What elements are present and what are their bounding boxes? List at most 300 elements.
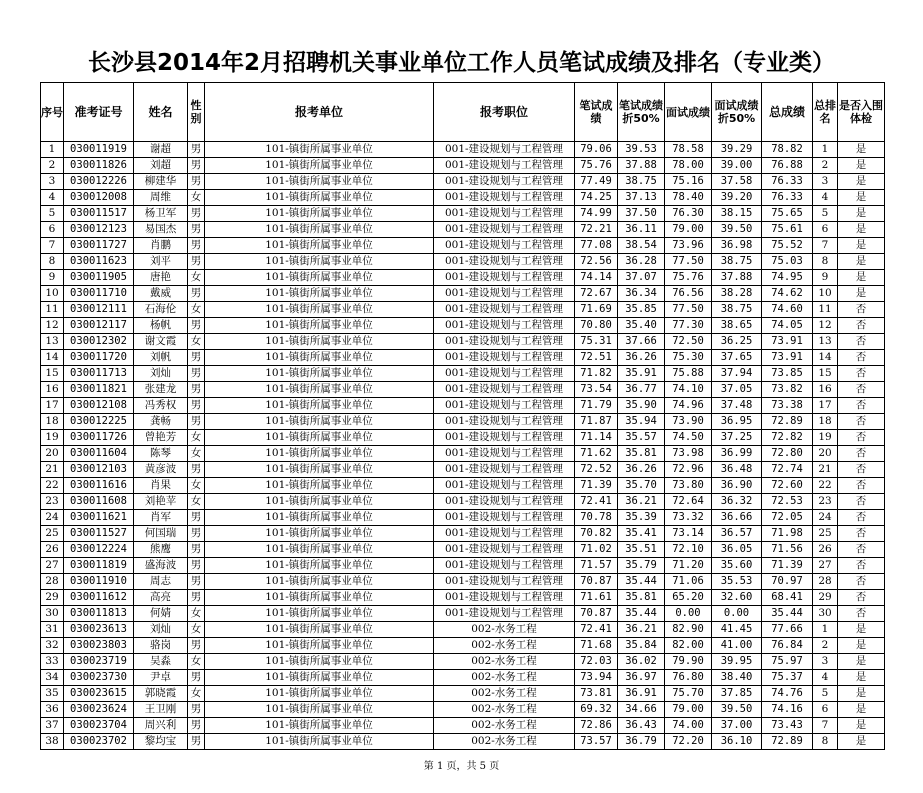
cell-total: 74.62: [762, 286, 813, 302]
cell-gender: 男: [188, 510, 205, 526]
table-row: [41, 382, 885, 398]
table-row: [41, 174, 885, 190]
cell-rank: 20: [813, 446, 838, 462]
cell-seq: 23: [41, 494, 64, 510]
cell-exam-no: 030011813: [64, 606, 134, 622]
cell-gender: 男: [188, 158, 205, 174]
cell-interview50: 36.95: [712, 414, 762, 430]
cell-interview: 76.56: [665, 286, 712, 302]
cell-written50: 35.85: [618, 302, 665, 318]
cell-interview50: 37.25: [712, 430, 762, 446]
cell-rank: 7: [813, 238, 838, 254]
cell-gender: 男: [188, 142, 205, 158]
cell-physical: 是: [838, 142, 885, 158]
cell-total: 75.61: [762, 222, 813, 238]
cell-gender: 男: [188, 174, 205, 190]
cell-rank: 6: [813, 702, 838, 718]
cell-name: 肖军: [134, 510, 188, 526]
cell-written: 74.14: [575, 270, 618, 286]
cell-interview: 78.58: [665, 142, 712, 158]
cell-interview50: 37.48: [712, 398, 762, 414]
cell-unit: 101-镇街所属事业单位: [205, 430, 434, 446]
cell-position: 001-建设规划与工程管理: [434, 446, 575, 462]
cell-written50: 36.21: [618, 494, 665, 510]
cell-exam-no: 030012108: [64, 398, 134, 414]
cell-seq: 31: [41, 622, 64, 638]
score-table: [40, 82, 885, 750]
cell-interview50: 38.75: [712, 254, 762, 270]
cell-gender: 男: [188, 318, 205, 334]
cell-written: 71.87: [575, 414, 618, 430]
cell-written50: 35.51: [618, 542, 665, 558]
header-physical: 是否入围体检: [838, 83, 885, 142]
cell-written50: 35.40: [618, 318, 665, 334]
cell-interview50: 36.10: [712, 734, 762, 750]
cell-interview: 75.30: [665, 350, 712, 366]
cell-written50: 35.81: [618, 590, 665, 606]
table-row: [41, 222, 885, 238]
cell-written50: 35.79: [618, 558, 665, 574]
cell-seq: 37: [41, 718, 64, 734]
cell-rank: 8: [813, 254, 838, 270]
cell-unit: 101-镇街所属事业单位: [205, 222, 434, 238]
cell-gender: 男: [188, 542, 205, 558]
cell-name: 易国杰: [134, 222, 188, 238]
cell-written: 71.14: [575, 430, 618, 446]
cell-interview: 74.00: [665, 718, 712, 734]
cell-exam-no: 030012111: [64, 302, 134, 318]
cell-seq: 21: [41, 462, 64, 478]
table-row: [41, 334, 885, 350]
cell-gender: 男: [188, 254, 205, 270]
cell-interview50: 39.50: [712, 702, 762, 718]
cell-interview50: 36.99: [712, 446, 762, 462]
cell-gender: 女: [188, 494, 205, 510]
cell-total: 74.60: [762, 302, 813, 318]
cell-position: 002-水务工程: [434, 670, 575, 686]
cell-total: 72.89: [762, 414, 813, 430]
cell-interview50: 38.75: [712, 302, 762, 318]
cell-gender: 男: [188, 286, 205, 302]
cell-unit: 101-镇街所属事业单位: [205, 238, 434, 254]
cell-rank: 29: [813, 590, 838, 606]
cell-seq: 38: [41, 734, 64, 750]
cell-seq: 17: [41, 398, 64, 414]
table-row: [41, 718, 885, 734]
cell-seq: 20: [41, 446, 64, 462]
cell-exam-no: 030011819: [64, 558, 134, 574]
cell-name: 高亮: [134, 590, 188, 606]
cell-exam-no: 030011604: [64, 446, 134, 462]
cell-written50: 38.54: [618, 238, 665, 254]
header-total: 总成绩: [762, 83, 813, 142]
cell-physical: 是: [838, 718, 885, 734]
cell-name: 黄彦波: [134, 462, 188, 478]
cell-seq: 24: [41, 510, 64, 526]
cell-interview50: 38.40: [712, 670, 762, 686]
table-row: [41, 590, 885, 606]
cell-written: 71.68: [575, 638, 618, 654]
cell-name: 张建龙: [134, 382, 188, 398]
cell-seq: 9: [41, 270, 64, 286]
cell-written50: 36.26: [618, 350, 665, 366]
cell-unit: 101-镇街所属事业单位: [205, 702, 434, 718]
cell-name: 尹卓: [134, 670, 188, 686]
cell-rank: 4: [813, 190, 838, 206]
cell-seq: 30: [41, 606, 64, 622]
cell-seq: 3: [41, 174, 64, 190]
cell-rank: 30: [813, 606, 838, 622]
cell-position: 001-建设规划与工程管理: [434, 462, 575, 478]
cell-interview50: 39.20: [712, 190, 762, 206]
cell-name: 冯秀权: [134, 398, 188, 414]
table-row: [41, 478, 885, 494]
cell-rank: 2: [813, 638, 838, 654]
cell-total: 35.44: [762, 606, 813, 622]
cell-interview: 82.90: [665, 622, 712, 638]
cell-unit: 101-镇街所属事业单位: [205, 494, 434, 510]
cell-position: 001-建设规划与工程管理: [434, 574, 575, 590]
cell-physical: 否: [838, 366, 885, 382]
cell-name: 谢文霞: [134, 334, 188, 350]
cell-name: 吴淼: [134, 654, 188, 670]
cell-rank: 17: [813, 398, 838, 414]
cell-rank: 24: [813, 510, 838, 526]
table-row: [41, 462, 885, 478]
cell-name: 谢超: [134, 142, 188, 158]
cell-interview50: 35.60: [712, 558, 762, 574]
cell-seq: 27: [41, 558, 64, 574]
cell-interview50: 38.28: [712, 286, 762, 302]
cell-name: 王卫刚: [134, 702, 188, 718]
cell-physical: 否: [838, 302, 885, 318]
cell-interview: 0.00: [665, 606, 712, 622]
cell-position: 001-建设规划与工程管理: [434, 590, 575, 606]
cell-written: 70.78: [575, 510, 618, 526]
cell-interview50: 37.65: [712, 350, 762, 366]
cell-written: 77.08: [575, 238, 618, 254]
cell-written: 70.80: [575, 318, 618, 334]
cell-seq: 6: [41, 222, 64, 238]
cell-total: 74.95: [762, 270, 813, 286]
cell-interview: 73.80: [665, 478, 712, 494]
cell-unit: 101-镇街所属事业单位: [205, 622, 434, 638]
cell-unit: 101-镇街所属事业单位: [205, 558, 434, 574]
cell-position: 001-建设规划与工程管理: [434, 510, 575, 526]
cell-interview: 74.10: [665, 382, 712, 398]
header-written50: 笔试成绩折50%: [618, 83, 665, 142]
cell-written50: 36.77: [618, 382, 665, 398]
cell-physical: 否: [838, 526, 885, 542]
cell-position: 001-建设规划与工程管理: [434, 366, 575, 382]
cell-name: 骆岗: [134, 638, 188, 654]
cell-unit: 101-镇街所属事业单位: [205, 302, 434, 318]
cell-seq: 19: [41, 430, 64, 446]
table-body: [41, 142, 885, 750]
cell-name: 陈琴: [134, 446, 188, 462]
cell-written50: 35.81: [618, 446, 665, 462]
cell-rank: 19: [813, 430, 838, 446]
cell-interview: 79.00: [665, 702, 712, 718]
cell-written: 72.56: [575, 254, 618, 270]
cell-exam-no: 030011710: [64, 286, 134, 302]
cell-position: 001-建设规划与工程管理: [434, 606, 575, 622]
cell-total: 72.82: [762, 430, 813, 446]
table-row: [41, 398, 885, 414]
cell-written: 73.54: [575, 382, 618, 398]
cell-total: 78.82: [762, 142, 813, 158]
cell-exam-no: 030012225: [64, 414, 134, 430]
cell-written: 72.41: [575, 494, 618, 510]
cell-physical: 否: [838, 478, 885, 494]
cell-interview50: 37.94: [712, 366, 762, 382]
cell-gender: 男: [188, 398, 205, 414]
cell-interview: 78.00: [665, 158, 712, 174]
cell-interview: 71.06: [665, 574, 712, 590]
table-row: [41, 318, 885, 334]
cell-unit: 101-镇街所属事业单位: [205, 318, 434, 334]
cell-position: 001-建设规划与工程管理: [434, 238, 575, 254]
cell-rank: 12: [813, 318, 838, 334]
cell-position: 002-水务工程: [434, 718, 575, 734]
cell-exam-no: 030011727: [64, 238, 134, 254]
cell-written: 71.02: [575, 542, 618, 558]
table-row: [41, 702, 885, 718]
cell-written50: 36.02: [618, 654, 665, 670]
cell-interview: 79.90: [665, 654, 712, 670]
cell-interview: 77.50: [665, 254, 712, 270]
cell-unit: 101-镇街所属事业单位: [205, 574, 434, 590]
table-row: [41, 190, 885, 206]
cell-rank: 5: [813, 206, 838, 222]
cell-interview: 74.96: [665, 398, 712, 414]
cell-unit: 101-镇街所属事业单位: [205, 686, 434, 702]
cell-physical: 是: [838, 238, 885, 254]
cell-rank: 27: [813, 558, 838, 574]
cell-written: 72.03: [575, 654, 618, 670]
cell-total: 75.37: [762, 670, 813, 686]
cell-physical: 是: [838, 286, 885, 302]
cell-name: 曾艳芳: [134, 430, 188, 446]
cell-name: 刘平: [134, 254, 188, 270]
cell-rank: 5: [813, 686, 838, 702]
cell-position: 001-建设规划与工程管理: [434, 430, 575, 446]
cell-physical: 否: [838, 558, 885, 574]
cell-interview50: 39.50: [712, 222, 762, 238]
table-row: [41, 734, 885, 750]
cell-total: 73.38: [762, 398, 813, 414]
cell-rank: 9: [813, 270, 838, 286]
cell-interview: 65.20: [665, 590, 712, 606]
cell-interview: 72.64: [665, 494, 712, 510]
cell-interview50: 39.95: [712, 654, 762, 670]
cell-seq: 4: [41, 190, 64, 206]
cell-unit: 101-镇街所属事业单位: [205, 174, 434, 190]
cell-written: 73.57: [575, 734, 618, 750]
cell-unit: 101-镇街所属事业单位: [205, 446, 434, 462]
cell-written: 75.31: [575, 334, 618, 350]
cell-physical: 否: [838, 606, 885, 622]
cell-total: 74.16: [762, 702, 813, 718]
header-rank: 总排名: [813, 83, 838, 142]
cell-name: 杨卫军: [134, 206, 188, 222]
cell-physical: 否: [838, 414, 885, 430]
cell-interview50: 37.58: [712, 174, 762, 190]
cell-gender: 女: [188, 654, 205, 670]
cell-gender: 男: [188, 462, 205, 478]
cell-interview50: 37.88: [712, 270, 762, 286]
table-row: [41, 158, 885, 174]
cell-gender: 男: [188, 222, 205, 238]
cell-name: 何婧: [134, 606, 188, 622]
cell-physical: 否: [838, 446, 885, 462]
cell-total: 72.80: [762, 446, 813, 462]
cell-interview50: 37.85: [712, 686, 762, 702]
cell-written50: 36.26: [618, 462, 665, 478]
cell-name: 何国瑞: [134, 526, 188, 542]
cell-physical: 是: [838, 654, 885, 670]
cell-gender: 男: [188, 574, 205, 590]
cell-interview: 77.30: [665, 318, 712, 334]
cell-exam-no: 030023704: [64, 718, 134, 734]
cell-exam-no: 030011826: [64, 158, 134, 174]
cell-total: 76.33: [762, 174, 813, 190]
cell-rank: 1: [813, 142, 838, 158]
cell-gender: 女: [188, 686, 205, 702]
cell-written: 72.41: [575, 622, 618, 638]
cell-name: 郭晓霞: [134, 686, 188, 702]
cell-interview: 75.16: [665, 174, 712, 190]
cell-name: 柳建华: [134, 174, 188, 190]
cell-rank: 28: [813, 574, 838, 590]
cell-name: 熊鹰: [134, 542, 188, 558]
cell-physical: 否: [838, 590, 885, 606]
table-row: [41, 574, 885, 590]
cell-interview: 72.50: [665, 334, 712, 350]
cell-interview: 82.00: [665, 638, 712, 654]
cell-written: 71.61: [575, 590, 618, 606]
cell-position: 001-建设规划与工程管理: [434, 286, 575, 302]
cell-written50: 35.70: [618, 478, 665, 494]
cell-interview50: 39.00: [712, 158, 762, 174]
cell-unit: 101-镇街所属事业单位: [205, 654, 434, 670]
cell-rank: 23: [813, 494, 838, 510]
cell-written: 75.76: [575, 158, 618, 174]
cell-written50: 35.91: [618, 366, 665, 382]
cell-interview50: 38.65: [712, 318, 762, 334]
cell-interview: 79.00: [665, 222, 712, 238]
cell-exam-no: 030012117: [64, 318, 134, 334]
cell-interview: 76.30: [665, 206, 712, 222]
cell-position: 001-建设规划与工程管理: [434, 302, 575, 318]
cell-written50: 36.11: [618, 222, 665, 238]
cell-total: 72.60: [762, 478, 813, 494]
cell-written: 74.99: [575, 206, 618, 222]
cell-name: 盛海波: [134, 558, 188, 574]
cell-interview: 73.96: [665, 238, 712, 254]
cell-exam-no: 030011910: [64, 574, 134, 590]
cell-written: 71.57: [575, 558, 618, 574]
cell-interview: 76.80: [665, 670, 712, 686]
cell-total: 72.74: [762, 462, 813, 478]
header-position: 报考职位: [434, 83, 575, 142]
cell-position: 001-建设规划与工程管理: [434, 398, 575, 414]
cell-exam-no: 030012008: [64, 190, 134, 206]
cell-written50: 35.39: [618, 510, 665, 526]
cell-total: 72.53: [762, 494, 813, 510]
cell-unit: 101-镇街所属事业单位: [205, 510, 434, 526]
cell-physical: 是: [838, 686, 885, 702]
cell-written: 72.51: [575, 350, 618, 366]
cell-written50: 35.90: [618, 398, 665, 414]
cell-seq: 35: [41, 686, 64, 702]
cell-gender: 男: [188, 670, 205, 686]
cell-position: 001-建设规划与工程管理: [434, 318, 575, 334]
cell-physical: 否: [838, 510, 885, 526]
cell-unit: 101-镇街所属事业单位: [205, 286, 434, 302]
cell-rank: 13: [813, 334, 838, 350]
cell-written50: 36.21: [618, 622, 665, 638]
cell-unit: 101-镇街所属事业单位: [205, 526, 434, 542]
table-row: [41, 670, 885, 686]
cell-total: 75.03: [762, 254, 813, 270]
cell-seq: 26: [41, 542, 64, 558]
cell-position: 001-建设规划与工程管理: [434, 350, 575, 366]
cell-unit: 101-镇街所属事业单位: [205, 606, 434, 622]
cell-exam-no: 030023624: [64, 702, 134, 718]
table-row: [41, 302, 885, 318]
cell-written: 79.06: [575, 142, 618, 158]
cell-written: 73.94: [575, 670, 618, 686]
cell-gender: 男: [188, 414, 205, 430]
cell-position: 001-建设规划与工程管理: [434, 190, 575, 206]
cell-position: 002-水务工程: [434, 638, 575, 654]
cell-physical: 是: [838, 206, 885, 222]
cell-rank: 3: [813, 174, 838, 190]
cell-position: 001-建设规划与工程管理: [434, 174, 575, 190]
cell-written50: 36.91: [618, 686, 665, 702]
cell-written50: 35.57: [618, 430, 665, 446]
cell-exam-no: 030012224: [64, 542, 134, 558]
cell-seq: 10: [41, 286, 64, 302]
cell-unit: 101-镇街所属事业单位: [205, 478, 434, 494]
cell-physical: 是: [838, 174, 885, 190]
cell-physical: 是: [838, 270, 885, 286]
cell-position: 001-建设规划与工程管理: [434, 158, 575, 174]
cell-position: 001-建设规划与工程管理: [434, 494, 575, 510]
cell-written50: 35.44: [618, 574, 665, 590]
cell-interview: 75.88: [665, 366, 712, 382]
cell-total: 75.52: [762, 238, 813, 254]
cell-interview50: 39.29: [712, 142, 762, 158]
cell-written: 71.82: [575, 366, 618, 382]
cell-physical: 是: [838, 734, 885, 750]
cell-exam-no: 030012123: [64, 222, 134, 238]
cell-interview50: 0.00: [712, 606, 762, 622]
cell-interview50: 41.00: [712, 638, 762, 654]
cell-exam-no: 030011612: [64, 590, 134, 606]
cell-seq: 8: [41, 254, 64, 270]
cell-exam-no: 030011608: [64, 494, 134, 510]
cell-gender: 男: [188, 382, 205, 398]
table-row: [41, 542, 885, 558]
cell-seq: 12: [41, 318, 64, 334]
cell-exam-no: 030012226: [64, 174, 134, 190]
cell-position: 002-水务工程: [434, 734, 575, 750]
cell-exam-no: 030023613: [64, 622, 134, 638]
cell-name: 刘超: [134, 158, 188, 174]
cell-rank: 26: [813, 542, 838, 558]
